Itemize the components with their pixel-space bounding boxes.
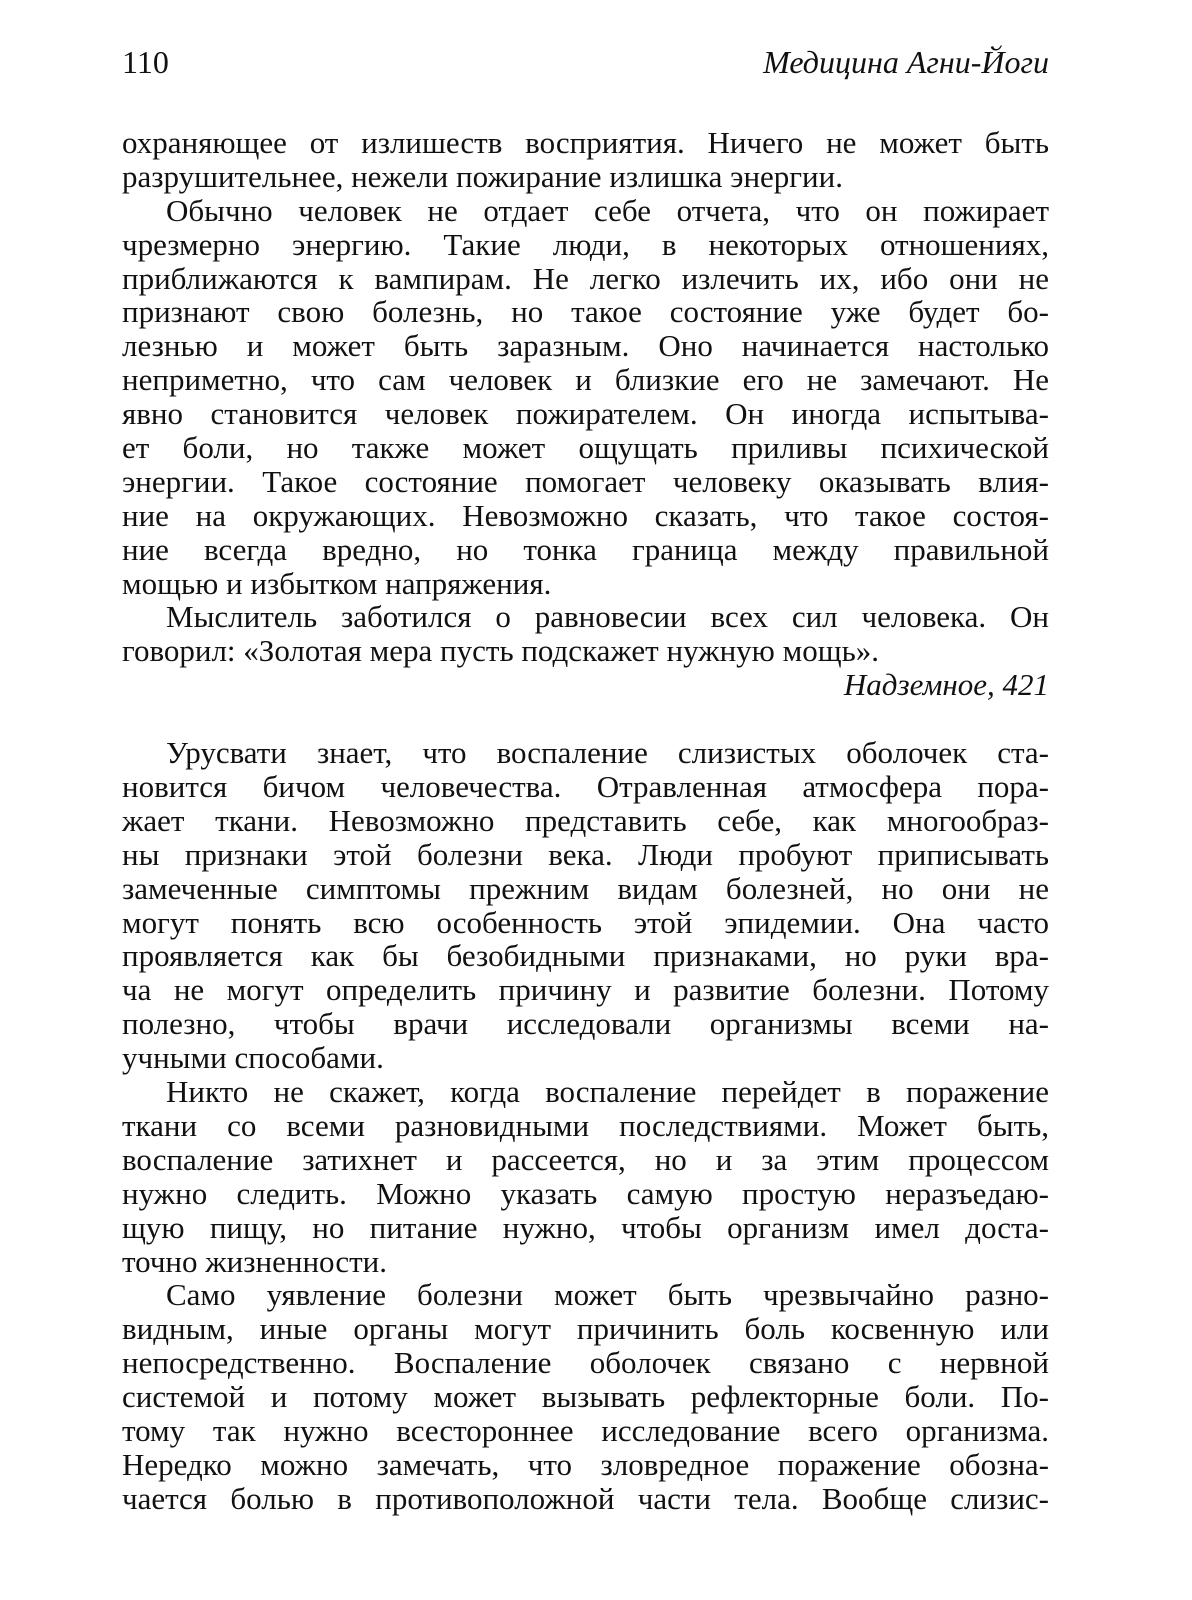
text-line: лезнью и может быть заразным. Оно начинается настолько (122, 328, 1049, 364)
text-line: ны признаки этой болезни века. Люди пробуют приписывать (122, 836, 1049, 872)
text-line: Мыслитель заботился о равновесии всех сил человека. Он (166, 599, 1049, 635)
text-line: непосредственно. Воспаление оболочек связано с нервной (122, 1345, 1049, 1381)
text-line: Нередко можно замечать, что зловредное поражение обозна- (122, 1446, 1049, 1482)
text-line: признают свою болезнь, но такое состояние уже будет бо- (122, 294, 1049, 330)
text-line: полезно, чтобы врачи исследовали организмы всеми на- (122, 1006, 1049, 1042)
text-line: ткани со всеми разновидными последствиями. Может быть, (122, 1107, 1049, 1143)
paragraph (122, 1278, 1049, 1515)
book-title: Медицина Агни-Йоги (763, 44, 1049, 80)
text-line: ча не могут определить причину и развитие болезни. Потому (122, 972, 1049, 1008)
text-line: разрушительнее, нежели пожирание излишка энергии. (122, 158, 843, 194)
running-head (122, 42, 1049, 82)
text-line: проявляется как бы безобидными признаками, но руки вра- (122, 938, 1049, 974)
text-line: учными способами. (122, 1040, 384, 1076)
paragraph (122, 600, 1049, 668)
page-number: 110 (122, 44, 169, 80)
text-line: приближаются к вампирам. Не легко излечить их, ибо они не (122, 260, 1049, 296)
text-line: явно становится человек пожирателем. Он иногда испытыва- (122, 396, 1049, 432)
text-line: воспаление затихнет и рассеется, но и за этим процессом (122, 1141, 1049, 1177)
text-line: мощью и избытком напряжения. (122, 565, 552, 601)
text-line: новится бичом человечества. Отравленная атмосфера пора- (122, 769, 1049, 805)
text-line: тому так нужно всестороннее исследование всего организма. (122, 1412, 1049, 1448)
text-line: Само уявление болезни может быть чрезвычайно разно- (166, 1277, 1049, 1313)
text-line: могут понять всю особенность этой эпидемии. Она часто (122, 904, 1049, 940)
text-line: видным, иные органы могут причинить боль косвенную или (122, 1311, 1049, 1347)
text-line: Никто не скажет, когда воспаление перейдет в поражение (166, 1074, 1049, 1110)
text-line: Обычно человек не отдает себе отчета, что он пожирает (166, 192, 1049, 228)
text-line: нужно следить. Можно указать самую простую неразъедаю- (122, 1175, 1049, 1211)
text-line: Урусвати знает, что воспаление слизистых оболочек ста- (166, 735, 1049, 771)
paragraph (122, 194, 1049, 601)
body-text (122, 126, 1049, 1516)
text-line: замеченные симптомы прежним видам болезней, но они не (122, 870, 1049, 906)
text-line: ние на окружающих. Невозможно сказать, что такое состоя- (122, 497, 1049, 533)
text-line: жает ткани. Невозможно представить себе, как многообраз- (122, 802, 1049, 838)
text-line: неприметно, что сам человек и близкие его не замечают. Не (122, 362, 1049, 398)
text-line: щую пищу, но питание нужно, чтобы организм имел доста- (122, 1209, 1049, 1245)
text-line: чрезмерно энергию. Такие люди, в некоторых отношениях, (122, 226, 1049, 262)
text-line: говорил: «Золотая мера пусть подскажет нужную мощь». (122, 633, 879, 669)
text-line: охраняющее от излишеств восприятия. Ничего не может быть (122, 125, 1049, 160)
text-line: чается болью в противоположной части тела. Вообще слизис- (122, 1480, 1049, 1516)
text-line: ет боли, но также может ощущать приливы психической (122, 430, 1049, 466)
text-line: точно жизненности. (122, 1243, 387, 1279)
paragraph (122, 126, 1049, 194)
text-line: энергии. Такое состояние помогает человеку оказывать влия- (122, 463, 1049, 499)
text-line: ние всегда вредно, но тонка граница между правильной (122, 531, 1049, 567)
source-citation: Надземное, 421 (843, 667, 1049, 703)
paragraph (122, 1075, 1049, 1278)
paragraph (122, 736, 1049, 1075)
text-line: системой и потому может вызывать рефлекторные боли. По- (122, 1379, 1049, 1415)
